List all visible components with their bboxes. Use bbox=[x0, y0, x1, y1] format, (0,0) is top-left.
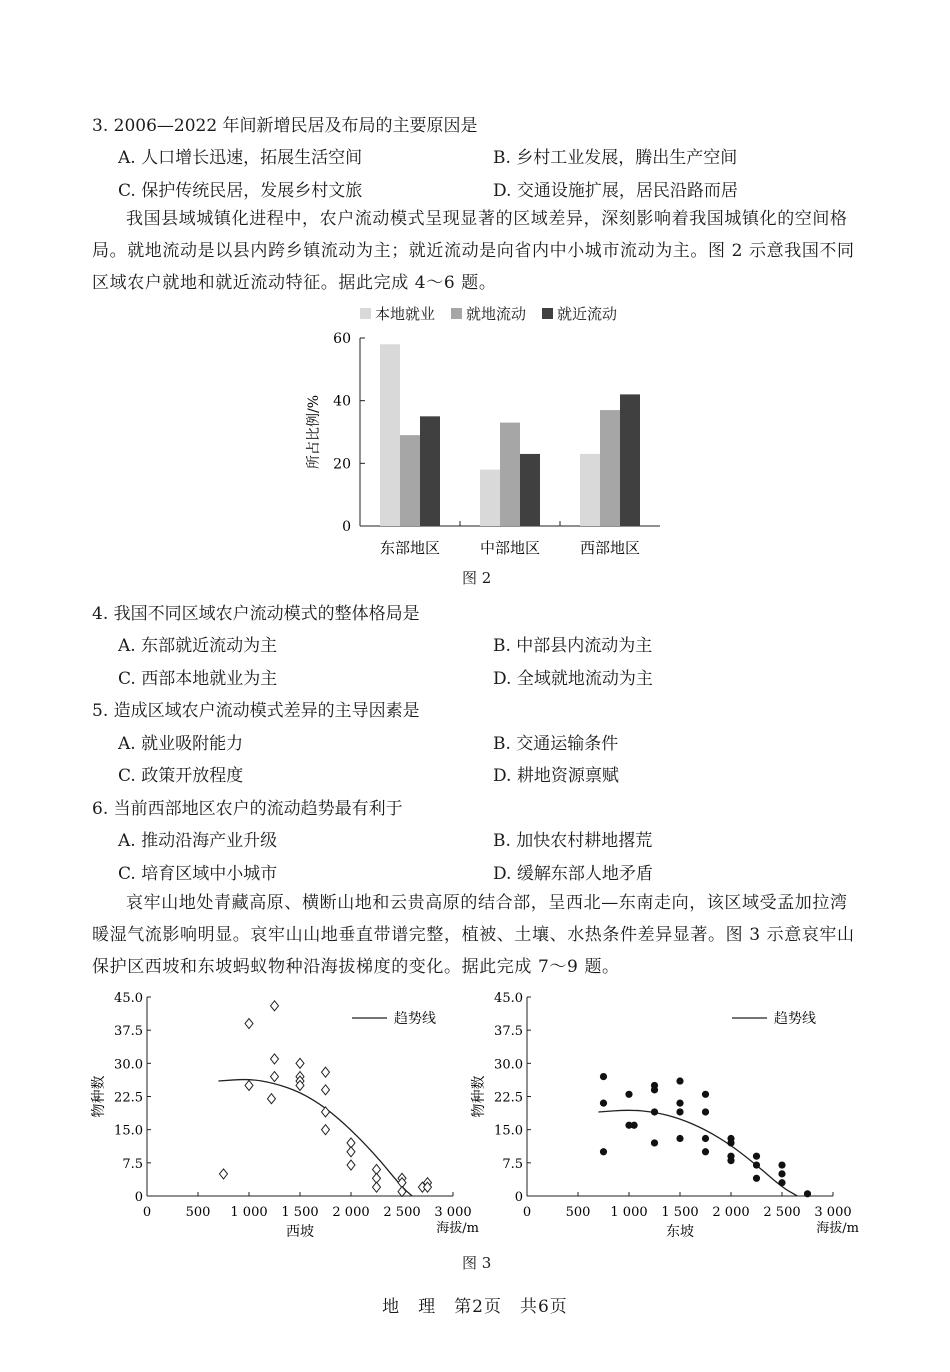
q6-option-d: D. 缓解东部人地矛盾 bbox=[493, 864, 653, 884]
data-point bbox=[753, 1153, 760, 1160]
y-tick-label: 22.5 bbox=[114, 1090, 143, 1106]
x-tick-label: 500 bbox=[185, 1205, 211, 1220]
figure-3-caption: 图 3 bbox=[462, 1254, 492, 1272]
data-point bbox=[625, 1091, 632, 1098]
y-tick-label: 20 bbox=[333, 456, 351, 473]
q3-stem: 3. 2006—2022 年间新增民居及布局的主要原因是 bbox=[92, 116, 478, 136]
q3-option-a: A. 人口增长迅速，拓展生活空间 bbox=[118, 148, 363, 168]
data-point bbox=[271, 1072, 279, 1082]
q3-option-b: B. 乡村工业发展，腾出生产空间 bbox=[493, 148, 738, 168]
data-point bbox=[702, 1148, 709, 1155]
y-tick-label: 30.0 bbox=[114, 1057, 143, 1073]
x-tick-label: 3 000 bbox=[434, 1205, 472, 1220]
x-tick-label: 0 bbox=[142, 1205, 152, 1220]
x-category-label: 中部地区 bbox=[479, 539, 541, 557]
data-point bbox=[322, 1125, 330, 1135]
data-point bbox=[322, 1085, 330, 1095]
y-axis-label: 所占比例/% bbox=[306, 394, 322, 470]
x-tick-label: 2 500 bbox=[383, 1205, 421, 1220]
bar-2-2 bbox=[500, 423, 520, 526]
legend-swatch-1 bbox=[360, 308, 371, 319]
legend-swatch-2 bbox=[451, 308, 462, 319]
figure-3-east-scatter bbox=[470, 985, 870, 1245]
data-point bbox=[220, 1169, 228, 1179]
y-tick-label: 37.5 bbox=[114, 1024, 143, 1040]
x-tick-label: 2 000 bbox=[332, 1205, 370, 1220]
x-tick-label: 2 000 bbox=[712, 1205, 750, 1220]
data-point bbox=[398, 1187, 406, 1197]
data-point bbox=[651, 1139, 658, 1146]
y-tick-label: 7.5 bbox=[122, 1156, 143, 1172]
x-axis-label: 东坡 bbox=[666, 1224, 694, 1240]
intro-paragraph-migration: 我国县域城镇化进程中，农户流动模式呈现显著的区域差异，深刻影响着我国城镇化的空间格局。就地流动是以县内跨乡镇流动为主；就近流动是向省内中小城市流动为主。图 2 示意我国不同区域农户就地和就近流动特征。据此完成 4～6 题。 bbox=[92, 209, 855, 293]
data-point bbox=[347, 1160, 355, 1170]
data-point bbox=[245, 1080, 253, 1090]
page-footer: 地 理 第2页 共6页 bbox=[382, 1297, 568, 1317]
figure-2-bar-chart bbox=[290, 298, 670, 568]
y-tick-label: 0 bbox=[342, 519, 351, 535]
x-tick-label: 2 500 bbox=[763, 1205, 801, 1220]
q5-option-c: C. 政策开放程度 bbox=[118, 766, 244, 786]
y-tick-label: 45.0 bbox=[494, 991, 523, 1006]
x-tick-label: 1 500 bbox=[661, 1205, 699, 1220]
q5-stem: 5. 造成区域农户流动模式差异的主导因素是 bbox=[92, 701, 420, 721]
data-point bbox=[271, 1001, 279, 1011]
data-point bbox=[702, 1108, 709, 1115]
q6-option-b: B. 加快农村耕地撂荒 bbox=[493, 831, 653, 851]
q4-option-d: D. 全域就地流动为主 bbox=[493, 669, 653, 689]
legend-swatch-3 bbox=[542, 308, 553, 319]
legend-label-3: 就近流动 bbox=[557, 305, 618, 323]
x-axis-unit: 海拔/m bbox=[816, 1221, 859, 1236]
q5-option-b: B. 交通运输条件 bbox=[493, 734, 619, 754]
q6-option-a: A. 推动沿海产业升级 bbox=[118, 831, 278, 851]
data-point bbox=[600, 1100, 607, 1107]
q3-option-d: D. 交通设施扩展，居民沿路而居 bbox=[493, 181, 738, 201]
x-tick-label: 0 bbox=[522, 1205, 532, 1220]
y-tick-label: 0 bbox=[134, 1190, 143, 1205]
legend-label-1: 本地就业 bbox=[375, 305, 436, 323]
data-point bbox=[778, 1170, 785, 1177]
data-point bbox=[322, 1067, 330, 1077]
bar-3-3 bbox=[620, 394, 640, 526]
data-point bbox=[271, 1054, 279, 1064]
bar-3-1 bbox=[580, 454, 600, 526]
data-point bbox=[267, 1094, 275, 1104]
q5-option-d: D. 耕地资源禀赋 bbox=[493, 766, 619, 786]
legend-trend-label: 趋势线 bbox=[774, 1011, 816, 1027]
data-point bbox=[600, 1148, 607, 1155]
data-point bbox=[676, 1077, 683, 1084]
y-tick-label: 30.0 bbox=[494, 1057, 523, 1073]
y-tick-label: 15.0 bbox=[114, 1123, 143, 1139]
data-point bbox=[296, 1058, 304, 1068]
data-point bbox=[778, 1179, 785, 1186]
y-tick-label: 40 bbox=[333, 393, 351, 410]
data-point bbox=[631, 1122, 638, 1129]
figure-2-caption: 图 2 bbox=[462, 569, 492, 587]
y-tick-label: 60 bbox=[333, 331, 351, 347]
data-point bbox=[676, 1100, 683, 1107]
bar-2-1 bbox=[480, 470, 500, 526]
q4-option-c: C. 西部本地就业为主 bbox=[118, 669, 278, 689]
y-tick-label: 0 bbox=[514, 1190, 523, 1205]
q5-option-a: A. 就业吸附能力 bbox=[118, 734, 244, 754]
x-tick-label: 1 000 bbox=[230, 1205, 268, 1220]
q6-option-c: C. 培育区域中小城市 bbox=[118, 864, 278, 884]
x-tick-label: 3 000 bbox=[814, 1205, 852, 1220]
x-tick-label: 500 bbox=[565, 1205, 591, 1220]
data-point bbox=[245, 1019, 253, 1029]
y-tick-label: 37.5 bbox=[494, 1024, 523, 1040]
legend-label-2: 就地流动 bbox=[466, 305, 527, 323]
bar-1-2 bbox=[400, 435, 420, 526]
data-point bbox=[347, 1147, 355, 1157]
y-tick-label: 45.0 bbox=[114, 991, 143, 1006]
x-category-label: 西部地区 bbox=[579, 539, 641, 557]
data-point bbox=[727, 1157, 734, 1164]
bar-3-2 bbox=[600, 410, 620, 526]
data-point bbox=[651, 1108, 658, 1115]
legend-trend-label: 趋势线 bbox=[394, 1011, 436, 1027]
q4-option-a: A. 东部就近流动为主 bbox=[118, 636, 278, 656]
x-category-label: 东部地区 bbox=[379, 539, 441, 557]
data-point bbox=[676, 1135, 683, 1142]
data-point bbox=[676, 1108, 683, 1115]
y-tick-label: 15.0 bbox=[494, 1123, 523, 1139]
data-point bbox=[727, 1139, 734, 1146]
data-point bbox=[651, 1086, 658, 1093]
y-tick-label: 22.5 bbox=[494, 1090, 523, 1106]
q4-stem: 4. 我国不同区域农户流动模式的整体格局是 bbox=[92, 604, 420, 624]
trend-curve bbox=[218, 1080, 412, 1196]
q4-option-b: B. 中部县内流动为主 bbox=[493, 636, 653, 656]
q6-stem: 6. 当前西部地区农户的流动趋势最有利于 bbox=[92, 799, 403, 819]
y-axis-label: 物种数 bbox=[91, 1075, 107, 1118]
x-tick-label: 1 000 bbox=[610, 1205, 648, 1220]
q3-option-c: C. 保护传统民居，发展乡村文旅 bbox=[118, 181, 363, 201]
x-axis-unit: 海拔/m bbox=[436, 1221, 479, 1236]
bar-1-1 bbox=[380, 344, 400, 526]
data-point bbox=[373, 1182, 381, 1192]
y-tick-label: 7.5 bbox=[502, 1156, 523, 1172]
data-point bbox=[702, 1135, 709, 1142]
data-point bbox=[753, 1175, 760, 1182]
data-point bbox=[804, 1190, 811, 1197]
data-point bbox=[702, 1091, 709, 1098]
data-point bbox=[778, 1161, 785, 1168]
data-point bbox=[600, 1073, 607, 1080]
bar-2-3 bbox=[520, 454, 540, 526]
figure-3-west-scatter bbox=[90, 985, 480, 1245]
x-axis-label: 西坡 bbox=[286, 1224, 314, 1240]
intro-paragraph-ailao: 哀牢山地处青藏高原、横断山地和云贵高原的结合部，呈西北—东南走向，该区域受孟加拉湾暖湿气流影响明显。哀牢山山地垂直带谱完整，植被、土壤、水热条件差异显著。图 3 示意哀牢山保护区西坡和东坡蚂蚁物种沿海拔梯度的变化。据此完成 7～9 题。 bbox=[92, 893, 855, 977]
data-point bbox=[322, 1107, 330, 1117]
y-axis-label: 物种数 bbox=[471, 1075, 487, 1118]
bar-1-3 bbox=[420, 416, 440, 526]
data-point bbox=[753, 1161, 760, 1168]
x-tick-label: 1 500 bbox=[281, 1205, 319, 1220]
